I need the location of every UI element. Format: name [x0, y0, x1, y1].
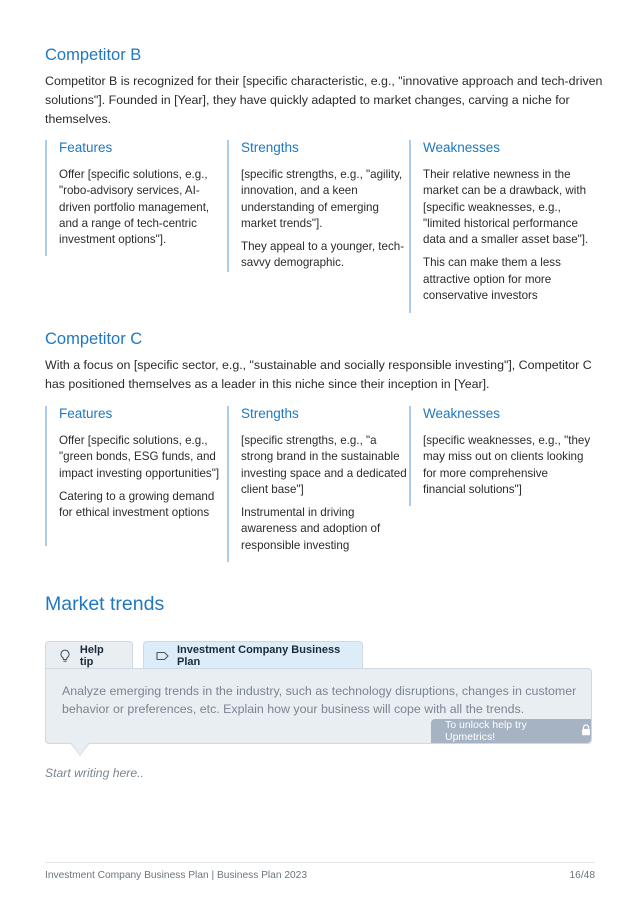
features-text: Offer [specific solutions, e.g., "robo-advisory services, AI-driven portfolio management, and a range of tech-centric investment options"]. [59, 168, 210, 247]
tab-help-tip[interactable] [45, 641, 133, 669]
footer-title: Investment Company Business Plan | Business Plan 2023 [45, 870, 308, 881]
weaknesses-text: This can make them a less attractive option for more conservative investors [423, 256, 561, 303]
competitor-b-strengths [227, 140, 409, 272]
features-title: Features [59, 140, 113, 155]
tip-pointer-fill [71, 743, 89, 755]
strengths-title: Strengths [241, 406, 299, 421]
page-number: 16/48 [569, 870, 595, 881]
writing-area-placeholder[interactable]: Start writing here.. [45, 766, 144, 780]
help-tip-text: Analyze emerging trends in the industry, such as technology disruptions, changes in customer behavior or preferences, etc. Explain how your business will cope with all the trends. [62, 684, 577, 716]
competitor-b-columns [45, 140, 605, 313]
competitor-c-columns [45, 406, 605, 562]
competitor-c-heading: Competitor C [45, 330, 143, 348]
weaknesses-title: Weaknesses [423, 406, 501, 421]
competitor-c-strengths [227, 406, 409, 562]
competitor-c-intro: With a focus on [specific sector, e.g., "sustainable and socially responsible investing"], Competitor C has positioned themselves as a leader in this niche since their inception in [Year]. [45, 358, 592, 391]
strengths-title: Strengths [241, 140, 299, 155]
unlock-help-button[interactable] [431, 719, 591, 743]
competitor-c-features [45, 406, 227, 546]
tag-icon [156, 649, 169, 663]
lock-icon [581, 724, 591, 739]
features-text: Offer [specific solutions, e.g., "green bonds, ESG funds, and impact investing opportunities"] [59, 434, 220, 480]
competitor-b-weaknesses [409, 140, 591, 313]
market-trends-heading: Market trends [45, 593, 165, 615]
weaknesses-text: [specific weaknesses, e.g., "they may miss out on clients looking for more comprehensive financial solutions"] [423, 434, 591, 496]
competitor-c-weaknesses [409, 406, 591, 506]
features-text: Catering to a growing demand for ethical investment options [59, 489, 215, 520]
tab-plan-label: Investment Company Business Plan [177, 643, 341, 668]
unlock-label: To unlock help try Upmetrics! [445, 719, 527, 743]
strengths-text: They appeal to a younger, tech-savvy demographic. [241, 240, 405, 270]
help-tabs [45, 641, 363, 669]
tab-help-label: Help tip [79, 643, 104, 668]
strengths-text: [specific strengths, e.g., "agility, innovation, and a keen understanding of emerging market trends"]. [241, 168, 403, 230]
strengths-text: [specific strengths, e.g., "a strong brand in the sustainable investing space and a dedicated client base"] [241, 434, 407, 496]
tab-business-plan[interactable] [143, 641, 363, 669]
footer-divider [45, 862, 595, 863]
competitor-b-heading: Competitor B [45, 46, 142, 64]
competitor-b-features [45, 140, 227, 256]
weaknesses-title: Weaknesses [423, 140, 501, 155]
competitor-b-intro: Competitor B is recognized for their [specific characteristic, e.g., "innovative approach and tech-driven solutions"]. Founded in [Year], they have quickly adapted to market changes, carving a niche for themselves. [45, 74, 603, 126]
weaknesses-text: Their relative newness in the market can be a drawback, with [specific weaknesses, e.g., "limited historical performance data and a smaller asset base"]. [423, 168, 589, 247]
features-title: Features [59, 406, 113, 421]
help-tip-box [45, 668, 592, 744]
lightbulb-icon [58, 649, 72, 663]
strengths-text: Instrumental in driving awareness and adoption of responsible investing [241, 506, 381, 552]
